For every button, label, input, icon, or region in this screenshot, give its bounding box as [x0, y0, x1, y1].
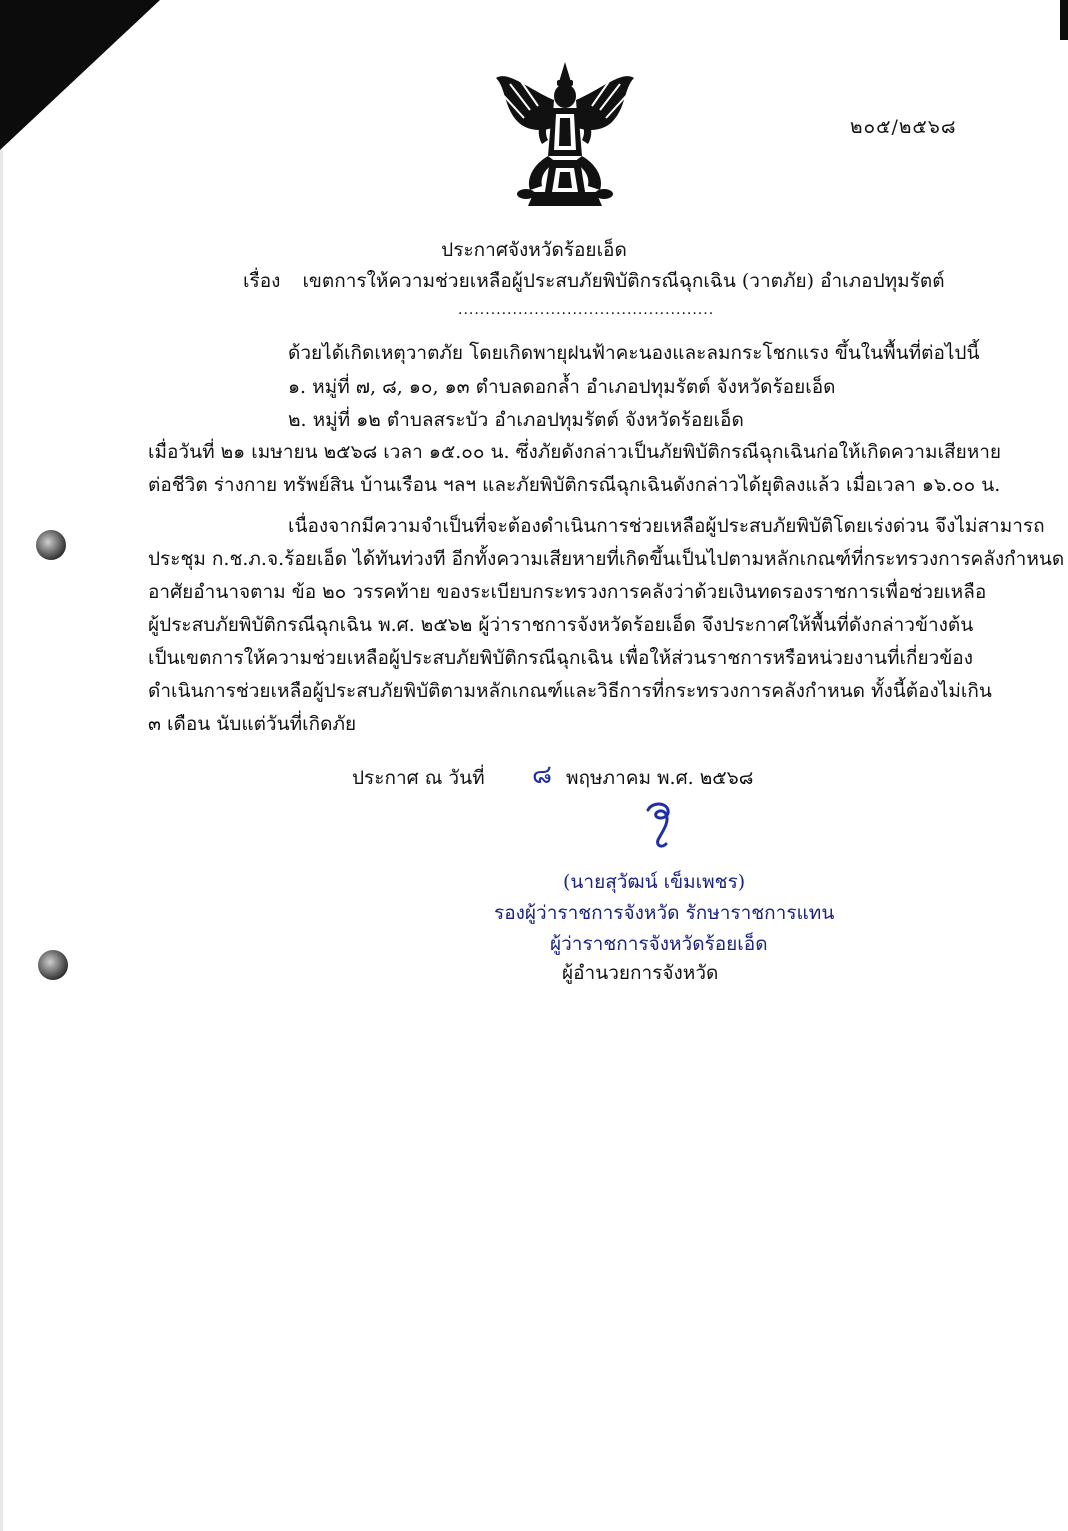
- garuda-emblem-icon: [490, 60, 640, 210]
- separator-dots: ...............................................: [458, 302, 715, 318]
- paragraph-line: เป็นเขตการให้ความช่วยเหลือผู้ประสบภัยพิบัติกรณีฉุกเฉิน เพื่อให้ส่วนราชการหรือหน่วยงานที่เกี่ยวข้อง: [148, 647, 973, 669]
- document-title: ประกาศจังหวัดร้อยเอ็ด: [441, 239, 627, 261]
- paragraph-line: ต่อชีวิต ร่างกาย ทรัพย์สิน บ้านเรือน ฯลฯ และภัยพิบัติกรณีฉุกเฉินดังกล่าวได้ยุติลงแล้ว เมื่อเวลา ๑๖.๐๐ น.: [148, 474, 1001, 496]
- announce-month-year: พฤษภาคม พ.ศ. ๒๕๖๘: [566, 767, 754, 789]
- paragraph-line: ผู้ประสบภัยพิบัติกรณีฉุกเฉิน พ.ศ. ๒๕๖๒ ผู้ว่าราชการจังหวัดร้อยเอ็ด จึงประกาศให้พื้นที่ดังกล่าวข้างต้น: [148, 614, 974, 636]
- punch-hole: [38, 950, 68, 980]
- paragraph-line: ดำเนินการช่วยเหลือผู้ประสบภัยพิบัติตามหลักเกณฑ์และวิธีการที่กระทรวงการคลังกำหนด ทั้งนี้ต้องไม่เกิน: [148, 680, 992, 702]
- signatory-name: (นายสุวัฒน์ เข็มเพชร): [563, 871, 746, 893]
- signatory-position: ผู้อำนวยการจังหวัด: [562, 962, 719, 984]
- scan-corner-shadow: [0, 0, 160, 150]
- subject-line: [243, 266, 945, 296]
- paragraph-line: ประชุม ก.ช.ภ.จ.ร้อยเอ็ด ได้ทันท่วงที อีกทั้งความเสียหายที่เกิดขึ้นเป็นไปตามหลักเกณฑ์ที่กระทรวงการคลังกำหนด: [148, 548, 1065, 570]
- subject-label: เรื่อง: [243, 270, 281, 292]
- intro-text: ด้วยได้เกิดเหตุวาตภัย โดยเกิดพายุฝนฟ้าคะนองและลมกระโชกแรง ขึ้นในพื้นที่ต่อไปนี้: [288, 342, 980, 364]
- signatory-position: ผู้ว่าราชการจังหวัดร้อยเอ็ด: [550, 933, 768, 955]
- paragraph-line: เมื่อวันที่ ๒๑ เมษายน ๒๕๖๘ เวลา ๑๕.๐๐ น. ซึ่งภัยดังกล่าวเป็นภัยพิบัติกรณีฉุกเฉินก่อให้เกิดความเสียหาย: [148, 441, 1002, 463]
- signatory-position: รองผู้ว่าราชการจังหวัด รักษาราชการแทน: [494, 902, 835, 924]
- announce-date-prefix: ประกาศ ณ วันที่: [352, 767, 485, 789]
- document-number: ๒๐๕/๒๕๖๘: [850, 116, 957, 138]
- handwritten-signature: [628, 796, 688, 856]
- paragraph-line: ๓ เดือน นับแต่วันที่เกิดภัย: [148, 713, 357, 735]
- paragraph-line: เนื่องจากมีความจำเป็นที่จะต้องดำเนินการช่วยเหลือผู้ประสบภัยพิบัติโดยเร่งด่วน จึงไม่สามารถ: [288, 515, 1045, 537]
- paragraph-line: อาศัยอำนาจตาม ข้อ ๒๐ วรรคท้าย ของระเบียบกระทรวงการคลังว่าด้วยเงินทดรองราชการเพื่อช่วยเหลือ: [148, 581, 987, 603]
- announce-day: ๘: [532, 760, 553, 790]
- punch-hole: [36, 530, 66, 560]
- list-item: ๒. หมู่ที่ ๑๒ ตำบลสระบัว อำเภอปทุมรัตต์ จังหวัดร้อยเอ็ด: [288, 409, 744, 431]
- list-item: ๑. หมู่ที่ ๗, ๘, ๑๐, ๑๓ ตำบลดอกล้ำ อำเภอปทุมรัตต์ จังหวัดร้อยเอ็ด: [288, 376, 836, 398]
- scan-edge-shadow: [1060, 0, 1068, 40]
- page-edge: [0, 150, 3, 1531]
- subject-text: เขตการให้ความช่วยเหลือผู้ประสบภัยพิบัติกรณีฉุกเฉิน (วาตภัย) อำเภอปทุมรัตต์: [302, 270, 945, 292]
